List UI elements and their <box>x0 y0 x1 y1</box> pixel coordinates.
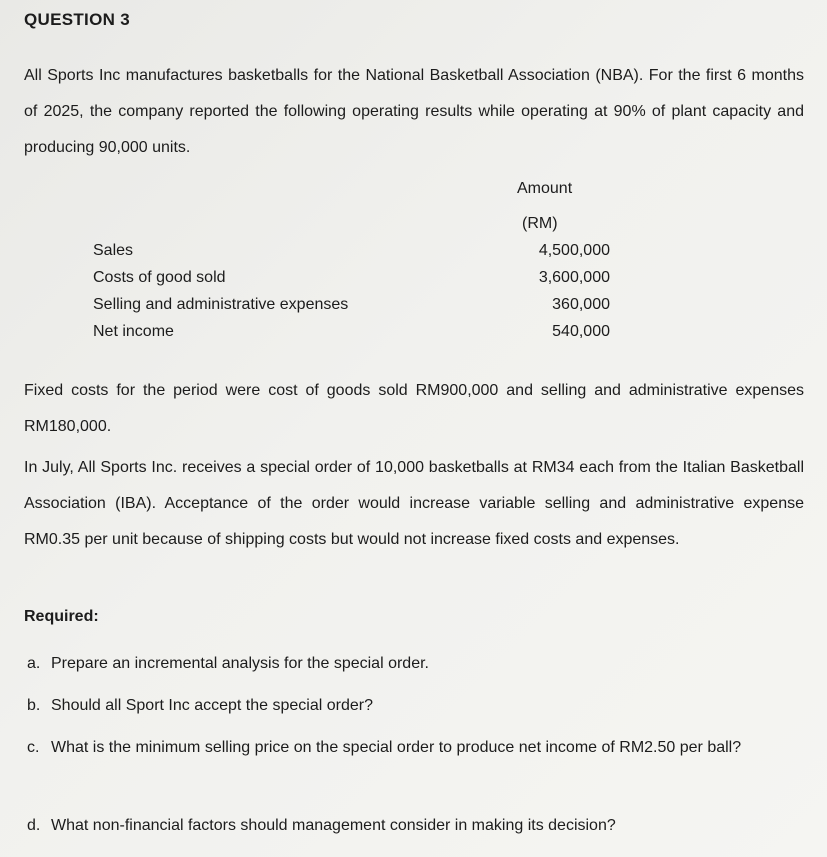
fixed-costs-paragraph: Fixed costs for the period were cost of goods sold RM900,000 and selling and administrative expenses RM180,000. <box>24 382 804 435</box>
question-c <box>27 730 802 766</box>
question-letter: d. <box>27 817 41 834</box>
special-order-paragraph: In July, All Sports Inc. receives a special order of 10,000 basketballs at RM34 each from the Italian Basketball Association (IBA). Acceptance of the order would increase variable selling and administrative expense RM0.35 per unit because of shipping costs but would not increase fixed costs and expenses. <box>24 459 804 548</box>
table-row-cogs <box>93 269 610 296</box>
table-header-amount: Amount <box>517 180 573 197</box>
question-letter: c. <box>27 739 40 756</box>
question-text: Prepare an incremental analysis for the special order. <box>51 655 429 672</box>
question-text: What is the minimum selling price on the special order to produce net income of RM2.50 per ball? <box>51 739 742 756</box>
table-header-unit: (RM) <box>522 215 558 232</box>
table-row-net-income <box>93 323 610 350</box>
table-row-sales <box>93 242 610 269</box>
row-value: 540,000 <box>552 323 610 340</box>
question-text: What non-financial factors should management consider in making its decision? <box>51 817 616 834</box>
question-text: Should all Sport Inc accept the special order? <box>51 697 373 714</box>
row-label: Net income <box>93 323 174 340</box>
row-value: 3,600,000 <box>538 269 610 286</box>
row-value: 360,000 <box>552 296 610 313</box>
table-row-selling-admin <box>93 296 610 323</box>
row-value: 4,500,000 <box>538 242 610 259</box>
question-d <box>27 808 802 844</box>
question-b <box>27 688 802 724</box>
question-letter: a. <box>27 655 41 672</box>
intro-paragraph: All Sports Inc manufactures basketballs for the National Basketball Association (NBA). For the first 6 months of 2025, the company reported the following operating results while operating at 90% of plant capacity and producing 90,000 units. <box>24 67 804 156</box>
row-label: Selling and administrative expenses <box>93 296 349 313</box>
required-heading: Required: <box>24 608 99 625</box>
row-label: Sales <box>93 242 134 259</box>
question-a <box>27 646 802 682</box>
question-letter: b. <box>27 697 41 714</box>
row-label: Costs of good sold <box>93 269 226 286</box>
question-title: QUESTION 3 <box>24 10 130 29</box>
